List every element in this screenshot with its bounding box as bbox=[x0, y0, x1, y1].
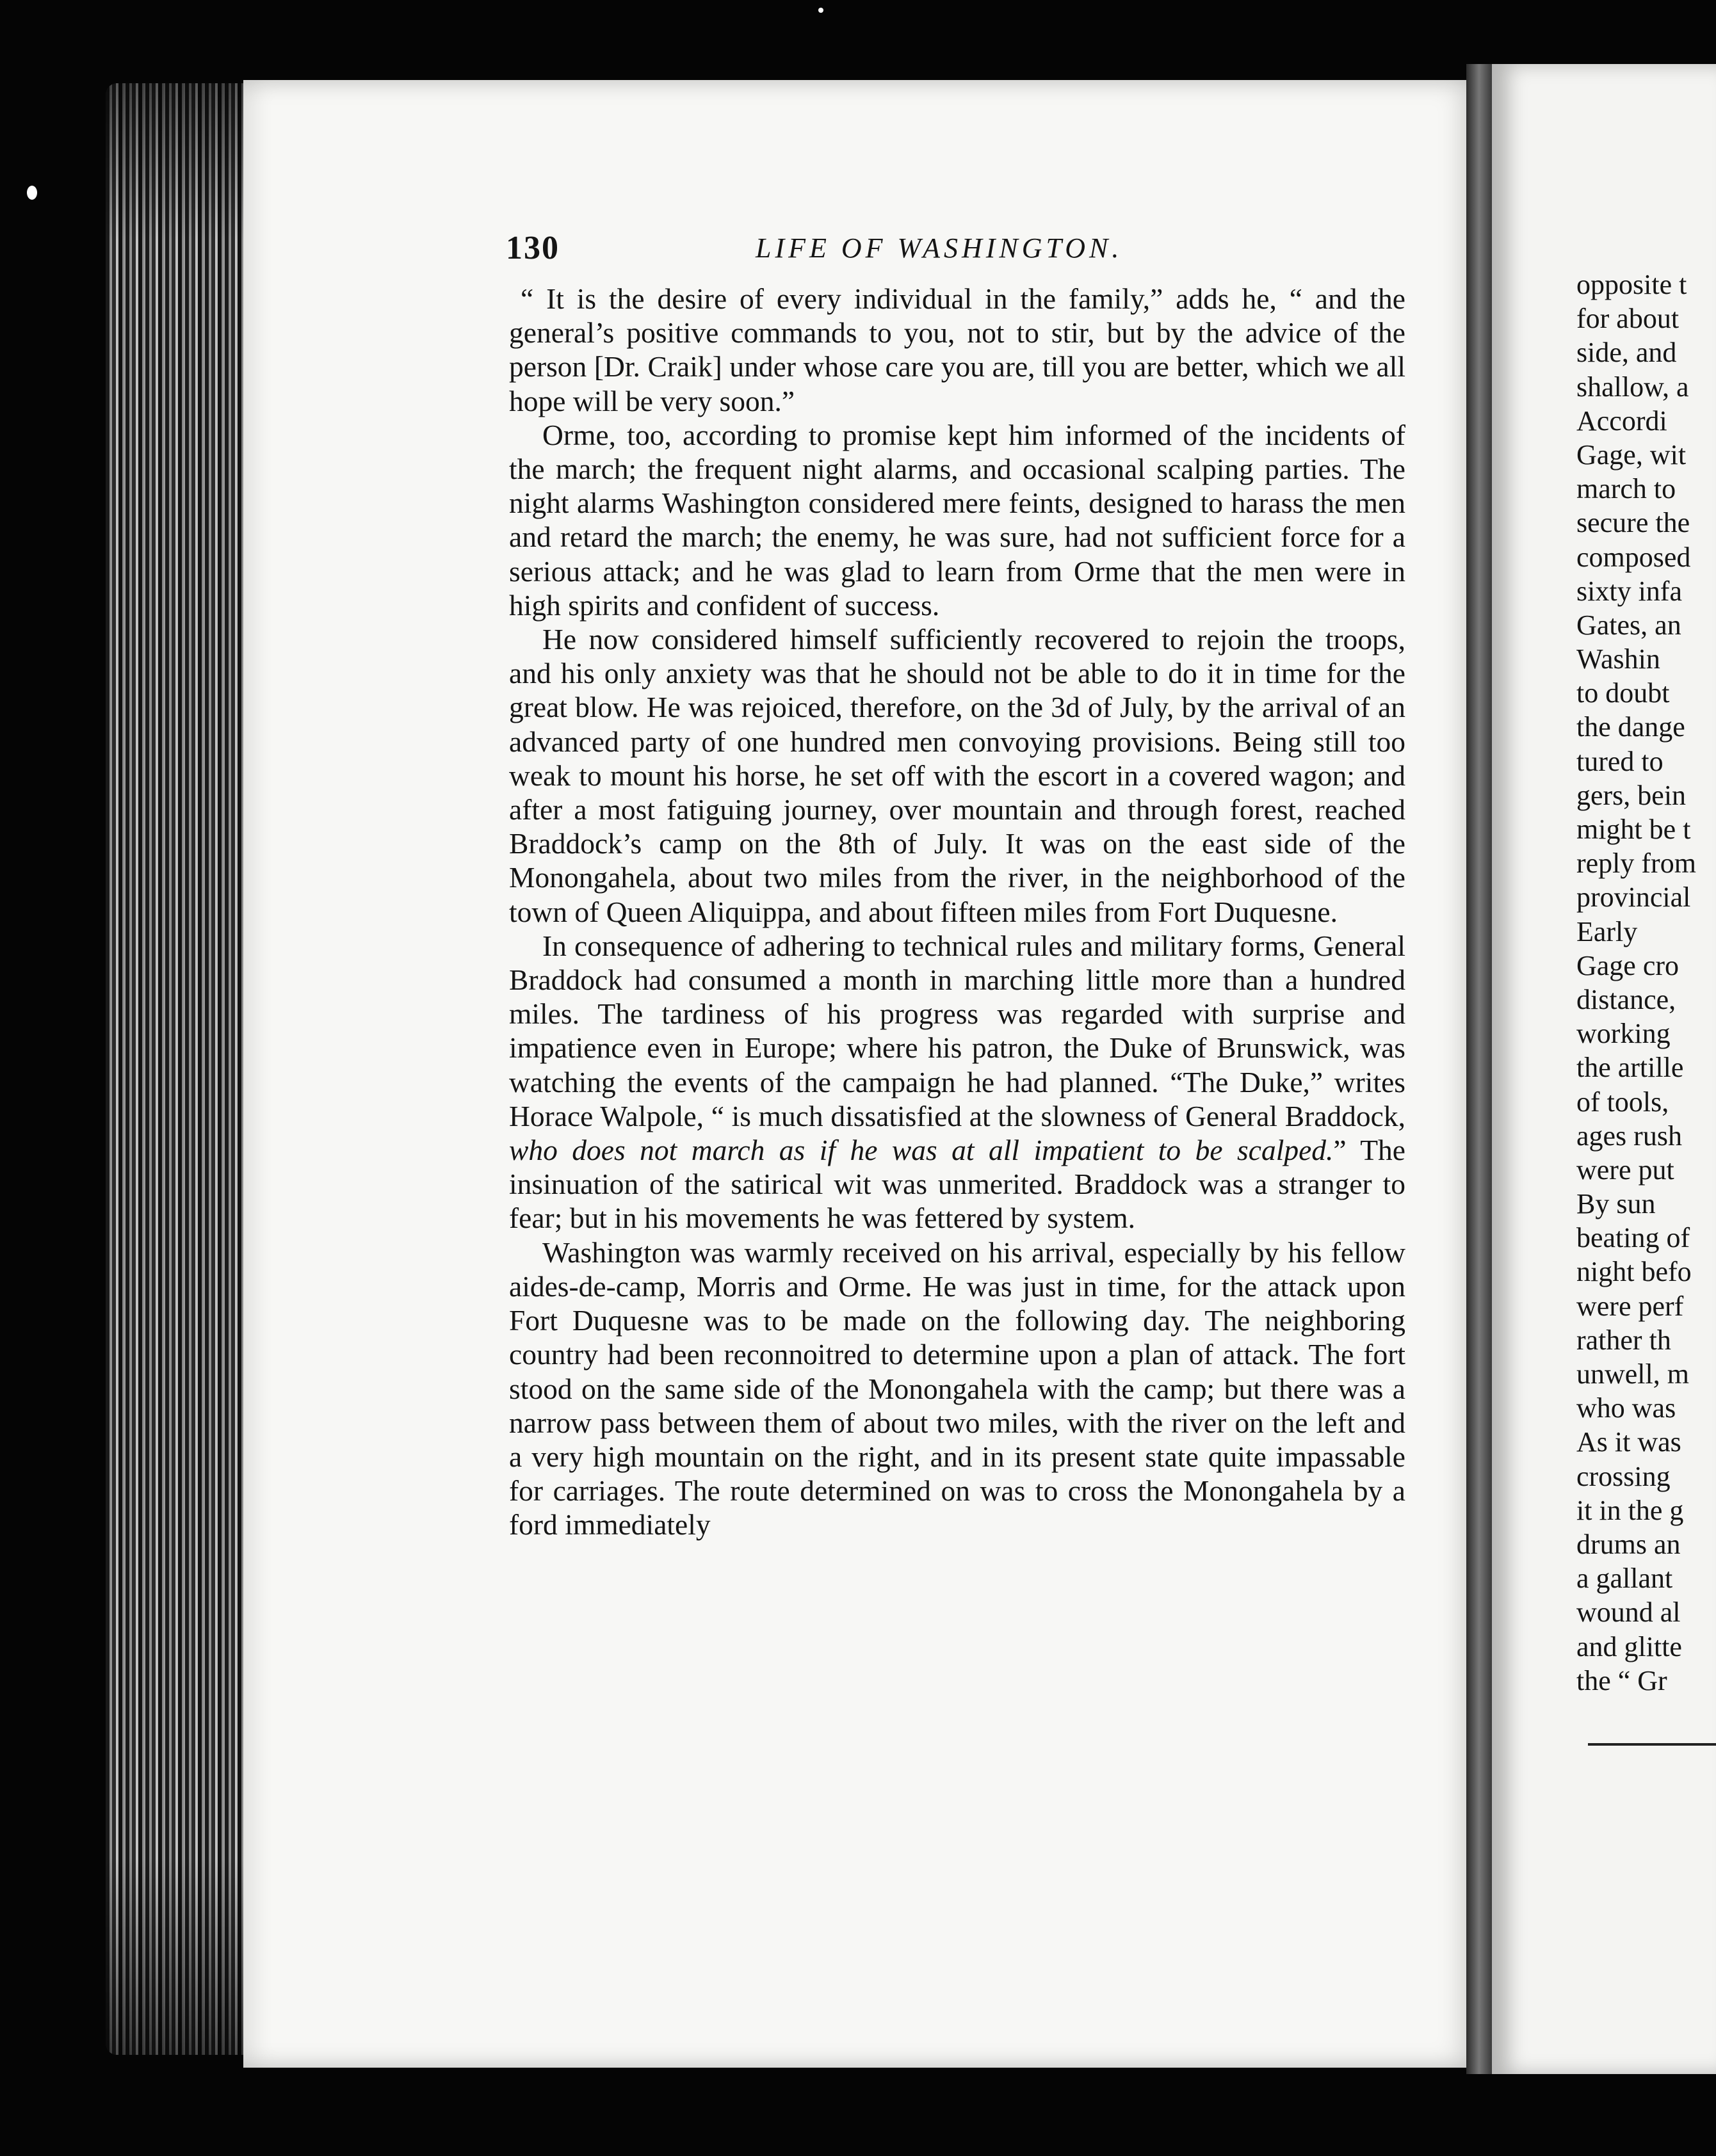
facing-page-line: opposite t bbox=[1576, 269, 1687, 300]
facing-page-line: march to bbox=[1576, 473, 1676, 505]
book-edge-shadow bbox=[106, 83, 253, 2055]
facing-page-line: By sun bbox=[1576, 1188, 1656, 1220]
scan-speck bbox=[27, 186, 37, 200]
facing-page-line: crossing bbox=[1576, 1460, 1671, 1492]
facing-page-line: As it was bbox=[1576, 1426, 1681, 1458]
facing-page-rule bbox=[1588, 1743, 1716, 1746]
body-text bbox=[509, 282, 1405, 1542]
facing-page-line: ages rush bbox=[1576, 1120, 1682, 1152]
paragraph-4-text-b: ” The insinuation of the satirical wit was unmerited. Braddock was a stranger to fear; but in his movements he was fettered by system. bbox=[509, 1134, 1405, 1235]
facing-page-line: the “ Gr bbox=[1576, 1664, 1667, 1696]
facing-page-line: gers, bein bbox=[1576, 779, 1687, 811]
paragraph-4-italic-quote: who does not march as if he was at all impatient to be scalped. bbox=[509, 1134, 1334, 1167]
facing-page-line: tured to bbox=[1576, 745, 1663, 777]
facing-page-line: a gallant bbox=[1576, 1563, 1673, 1595]
facing-page-line: were perf bbox=[1576, 1290, 1684, 1322]
facing-page-line: were put bbox=[1576, 1154, 1674, 1186]
facing-page-line: side, and bbox=[1576, 337, 1677, 369]
facing-page-line: sixty infa bbox=[1576, 575, 1682, 607]
paragraph-1: “ It is the desire of every individual in the family,” adds he, “ and the general’s positive commands to you, not to stir, but by the advice of the person [Dr. Craik] under whose care you are, till you are better, which we all hope will be very soon.” bbox=[509, 282, 1405, 417]
facing-page-line: Gage cro bbox=[1576, 949, 1680, 981]
facing-page-line: Washin bbox=[1576, 643, 1660, 675]
paragraph-4-text-a: In consequence of adhering to technical rules and military forms, General Braddock had consumed a month in marching little more than a hundred miles. The tardiness of his progress was regarded with surprise and impatience even in Europe; where his patron, the Duke of Brunswick, was watching the events of the campaign he had planned. “The Duke,” writes Horace Walpole, “ is much dissatisfied at the slowness of General Braddock, bbox=[509, 929, 1405, 1132]
facing-page-line: distance, bbox=[1576, 983, 1676, 1015]
facing-page-line: unwell, m bbox=[1576, 1358, 1689, 1390]
facing-page-line: secure the bbox=[1576, 507, 1690, 539]
facing-page-line: reply from bbox=[1576, 848, 1696, 880]
facing-page-line: composed bbox=[1576, 541, 1691, 573]
facing-page-line: it in the g bbox=[1576, 1494, 1684, 1526]
facing-page-line: the artille bbox=[1576, 1052, 1684, 1084]
facing-page-line: Early bbox=[1576, 915, 1638, 947]
book-gutter bbox=[1466, 64, 1492, 2074]
facing-page-line: to doubt bbox=[1576, 677, 1670, 709]
facing-page-line: shallow, a bbox=[1576, 371, 1689, 403]
facing-page-line: for about bbox=[1576, 303, 1680, 335]
facing-page-line: and glitte bbox=[1576, 1630, 1682, 1662]
facing-page-line: the dange bbox=[1576, 711, 1685, 743]
facing-page-line: Accordi bbox=[1576, 405, 1667, 437]
facing-page-line: night befo bbox=[1576, 1256, 1692, 1288]
facing-page-line: provincial bbox=[1576, 881, 1691, 913]
page-number: 130 bbox=[506, 230, 560, 266]
facing-page-line: drums an bbox=[1576, 1528, 1681, 1560]
facing-page-line: working bbox=[1576, 1018, 1671, 1050]
facing-page-line: wound al bbox=[1576, 1597, 1681, 1629]
facing-page-line: who was bbox=[1576, 1392, 1676, 1424]
facing-page-line: of tools, bbox=[1576, 1086, 1669, 1118]
paragraph-5: Washington was warmly received on his arrival, especially by his fellow aides-de-camp, Morris and Orme. He was just in time, for the attack upon Fort Duquesne was to be made on the following day. The neighboring country had been reconnoitred to determine upon a plan of attack. The fort stood on the same side of the Monongahela with the camp; but there was a narrow pass between them of about two miles, with the river on the left and a very high mountain on the right, and in its present state quite impassable for carriages. The route determined on was to cross the Monongahela by a ford immediately bbox=[509, 1235, 1405, 1541]
scan-speck bbox=[818, 8, 823, 13]
facing-page-line: Gates, an bbox=[1576, 609, 1681, 641]
running-head: LIFE OF WASHINGTON. bbox=[756, 232, 1123, 264]
paragraph-4 bbox=[509, 929, 1405, 1235]
facing-page-line: beating of bbox=[1576, 1222, 1690, 1254]
paragraph-2: Orme, too, according to promise kept him informed of the incidents of the march; the frequent night alarms, and occasional scalping parties. The night alarms Washington considered mere feints, designed to harass the men and retard the march; the enemy, he was sure, had not sufficient force for a serious attack; and he was glad to learn from Orme that the men were in high spirits and confident of success. bbox=[509, 418, 1405, 622]
facing-page-line: rather th bbox=[1576, 1324, 1671, 1356]
facing-page-line: might be t bbox=[1576, 814, 1691, 845]
facing-page-line: Gage, wit bbox=[1576, 438, 1687, 471]
facing-page-text bbox=[1576, 268, 1716, 1698]
paragraph-3: He now considered himself sufficiently recovered to rejoin the troops, and his only anxiety was that he should not be able to do it in time for the great blow. He was rejoiced, therefore, on the 3d of July, by the arrival of an advanced party of one hundred men convoying provisions. Being still too weak to mount his horse, he set off with the escort in a covered wagon; and after a most fatiguing journey, over mountain and through forest, reached Braddock’s camp on the 8th of July. It was on the east side of the Monongahela, about two miles from the river, in the neighborhood of the town of Queen Aliquippa, and about fifteen miles from Fort Duquesne. bbox=[509, 623, 1405, 928]
